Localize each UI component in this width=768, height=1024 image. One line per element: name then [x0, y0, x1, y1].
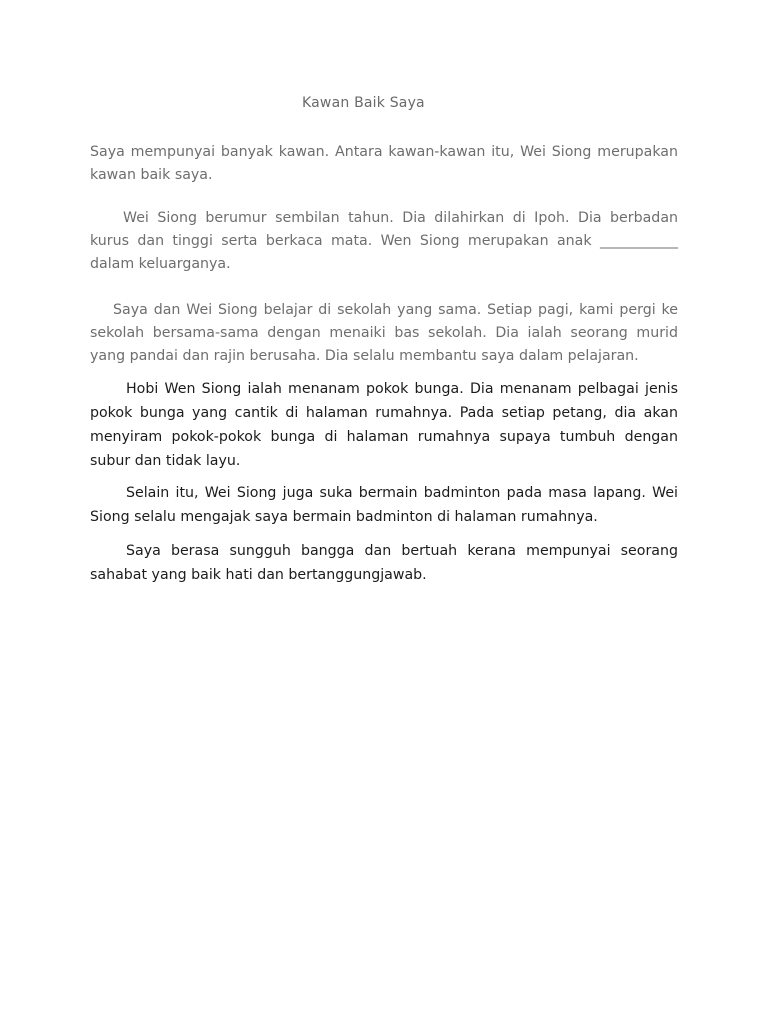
paragraph-intro: Saya mempunyai banyak kawan. Antara kawan-kawan itu, Wei Siong merupakan kawan baik saya.: [90, 144, 678, 183]
document-title: Kawan Baik Saya: [302, 95, 425, 111]
paragraph-conclusion: Saya berasa sungguh bangga dan bertuah kerana mempunyai seorang sahabat yang baik hati dan bertanggungjawab.: [90, 543, 678, 583]
paragraph-badminton: Selain itu, Wei Siong juga suka bermain badminton pada masa lapang. Wei Siong selalu mengajak saya bermain badminton di halaman rumahnya.: [90, 485, 678, 525]
paragraph-school: Saya dan Wei Siong belajar di sekolah yang sama. Setiap pagi, kami pergi ke sekolah bersama-sama dengan menaiki bas sekolah. Dia ialah seorang murid yang pandai dan rajin berusaha. Dia selalu membantu saya dalam pelajaran.: [90, 302, 678, 364]
paragraph-description: Wei Siong berumur sembilan tahun. Dia dilahirkan di Ipoh. Dia berbadan kurus dan tinggi serta berkaca mata. Wen Siong merupakan anak ___________ dalam keluarganya.: [90, 210, 678, 272]
paragraph-hobby: Hobi Wen Siong ialah menanam pokok bunga. Dia menanam pelbagai jenis pokok bunga yang cantik di halaman rumahnya. Pada setiap petang, dia akan menyiram pokok-pokok bunga di halaman rumahnya supaya tumbuh dengan subur dan tidak layu.: [90, 381, 678, 469]
